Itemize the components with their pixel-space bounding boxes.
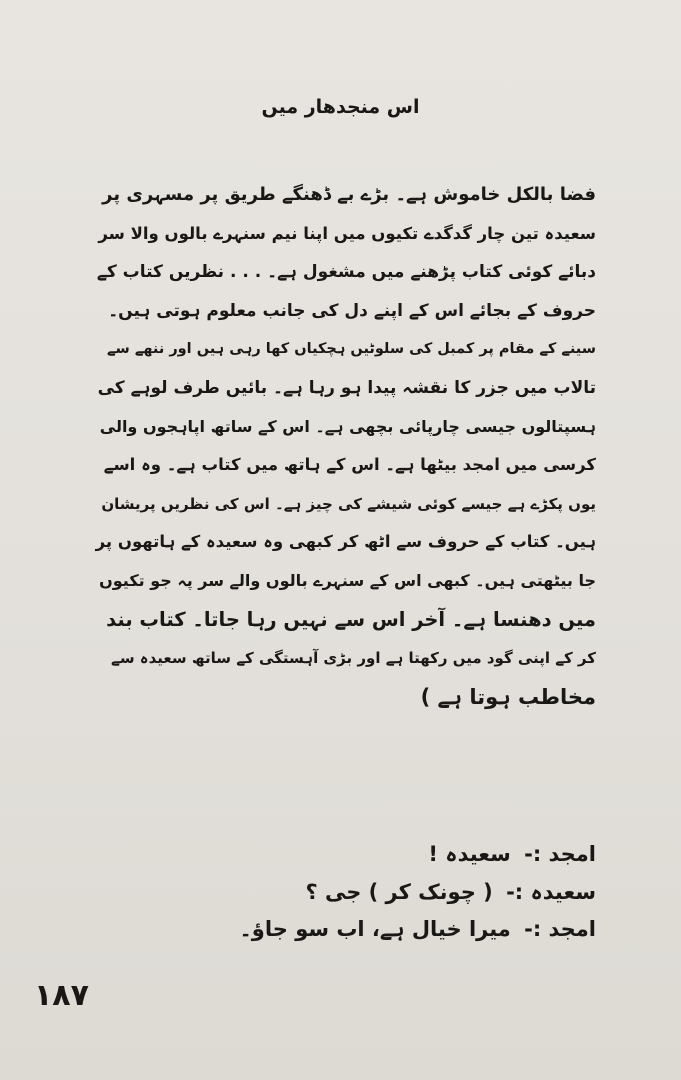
spoken-line: میرا خیال ہے، اب سو جاؤ۔ xyxy=(239,917,511,941)
text-line: دبائے کوئی کتاب پڑھنے میں مشغول ہے۔ . . . نظریں کتاب کے xyxy=(96,262,596,283)
spoken-line: ( چونک کر ) جی ؟ xyxy=(305,879,493,904)
text-line: تالاب میں جزر کا نقشہ پیدا ہو رہا ہے۔ بائیں طرف لوہے کی xyxy=(97,377,596,398)
text-line: جا بیٹھتی ہیں۔ کبھی اس کے سنہرے بالوں والے سر پہ جو تکیوں xyxy=(99,570,596,590)
text-line: حروف کے بجائے اس کے اپنے دل کی جانب معلوم ہوتی ہیں۔ xyxy=(108,300,596,321)
text-line: میں دھنسا ہے۔ آخر اس سے نہیں رہا جاتا۔ کتاب بند xyxy=(106,607,596,631)
stage-direction-paragraph xyxy=(96,176,596,716)
speaker-name: امجد :- xyxy=(524,917,596,941)
text-line: فضا بالکل خاموش ہے۔ بڑے بے ڈھنگے طریق پر مسہری پر xyxy=(102,184,596,205)
spoken-line: سعیدہ ! xyxy=(428,842,511,866)
text-line: کرسی میں امجد بیٹھا ہے۔ اس کے ہاتھ میں کتاب ہے۔ وہ اسے xyxy=(103,455,596,475)
text-line: ہسپتالوں جیسی چارپائی بچھی ہے۔ اس کے ساتھ اپاہجوں والی xyxy=(99,416,596,436)
dialogue-block xyxy=(96,836,596,949)
dialogue-line xyxy=(96,911,596,949)
text-line: یوں پکڑے ہے جیسے کوئی شیشے کی چیز ہے۔ اس کی نظریں پریشان xyxy=(101,494,596,513)
page-number: ۱۸۷ xyxy=(34,978,89,1013)
speaker-name: سعیدہ :- xyxy=(506,879,596,904)
dialogue-line xyxy=(96,836,596,874)
text-line: سینے کے مقام پر کمبل کی سلوٹیں ہچکیاں کھا رہی ہیں اور ننھے سے xyxy=(107,341,596,358)
speaker-name: امجد :- xyxy=(524,842,596,866)
page-header: اس منجدھار میں xyxy=(261,96,420,118)
text-line: کر کے اپنی گود میں رکھتا ہے اور بڑی آہستگی کے ساتھ سعیدہ سے xyxy=(111,649,596,668)
dialogue-line xyxy=(96,874,596,912)
text-line: مخاطب ہوتا ہے ) xyxy=(420,684,596,709)
text-line: ہیں۔ کتاب کے حروف سے اٹھ کر کبھی وہ سعیدہ کے ہاتھوں پر xyxy=(95,532,596,552)
text-line: سعیدہ تین چار گدگدے تکیوں میں اپنا نیم سنہرے بالوں والا سر xyxy=(98,223,596,243)
